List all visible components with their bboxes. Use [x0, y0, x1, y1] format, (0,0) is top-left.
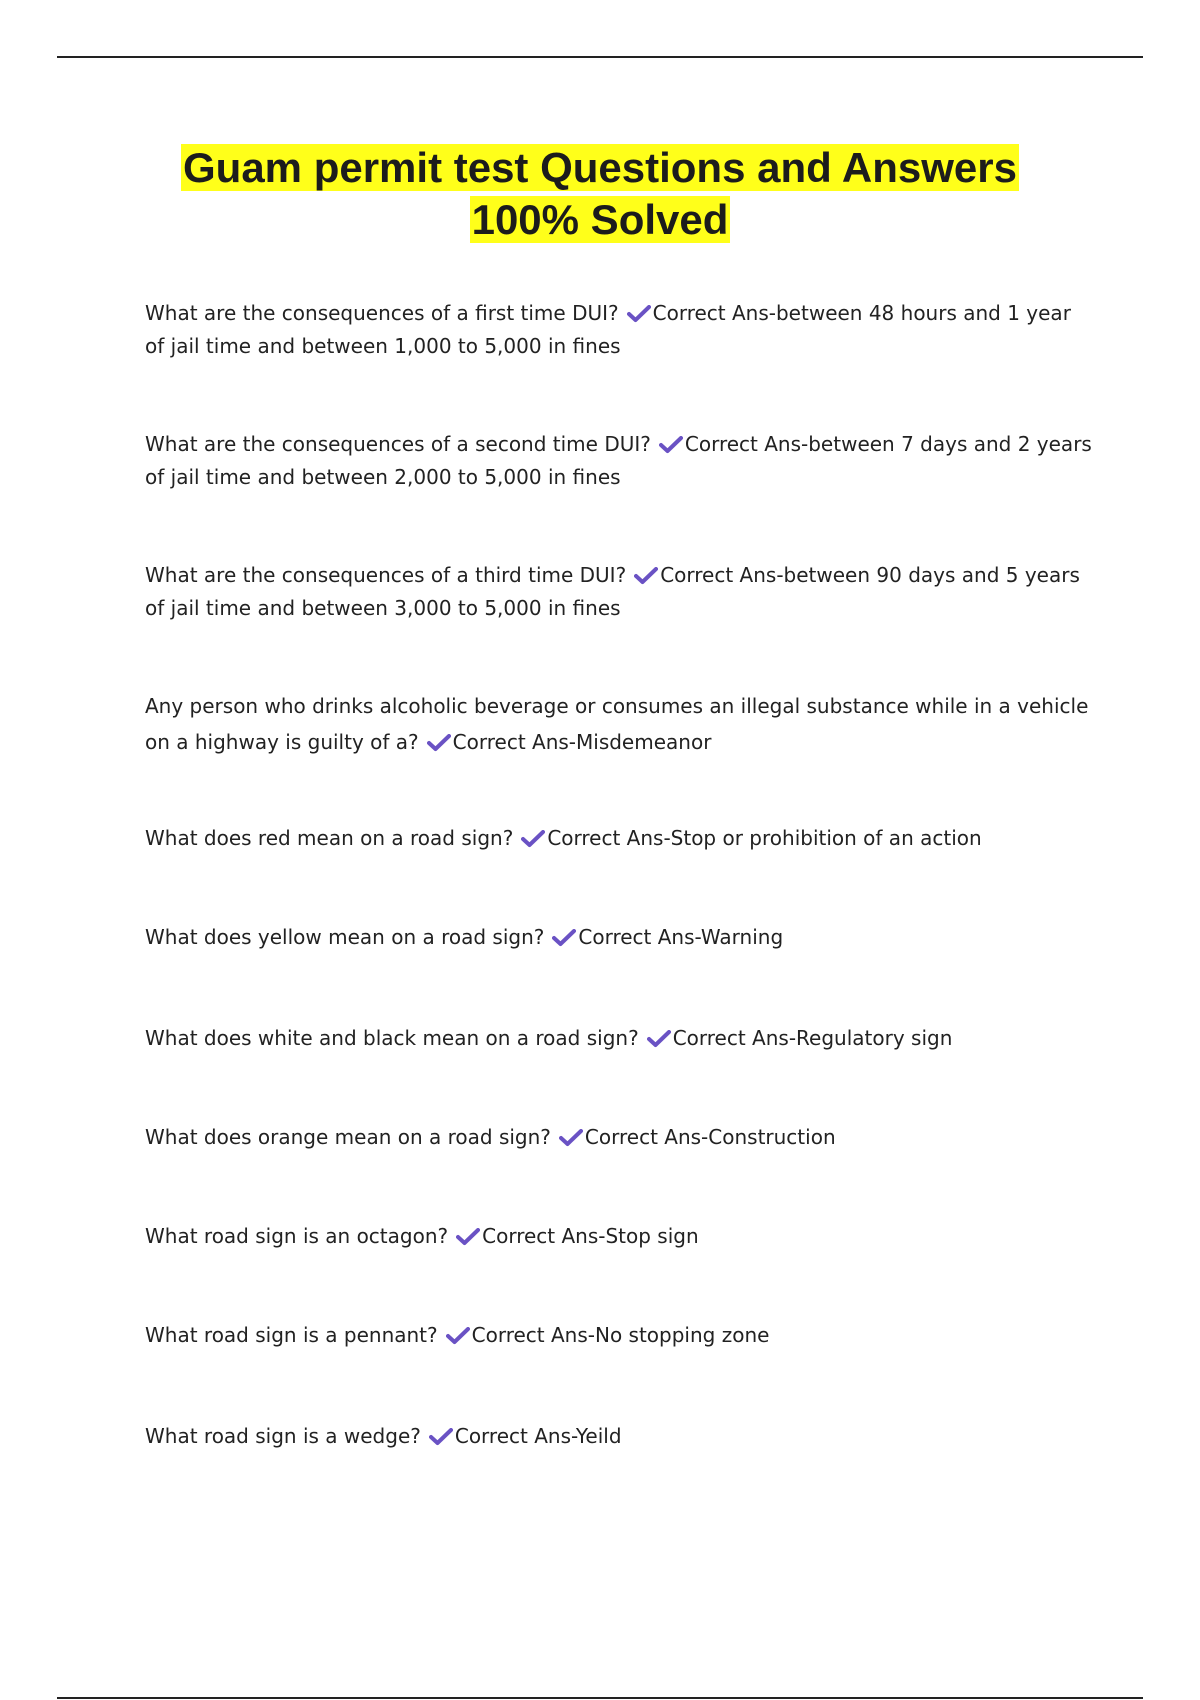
checkmark-icon [659, 436, 683, 454]
question-text: What are the consequences of a second time DUI? [145, 432, 651, 456]
question-text: What are the consequences of a first time DUI? [145, 301, 619, 325]
answer-text: Correct Ans-Construction [584, 1125, 836, 1149]
document-title [0, 142, 1200, 246]
bottom-divider [57, 1697, 1143, 1699]
question-text: What does yellow mean on a road sign? [145, 925, 545, 949]
checkmark-icon [446, 1327, 470, 1345]
qa-item-9 [145, 1220, 1095, 1253]
answer-text: Correct Ans-Stop sign [482, 1224, 699, 1248]
answer-text: Correct Ans-between 48 hours and 1 year of jail time and between 1,000 to 5,000 in fines [145, 301, 1071, 358]
answer-text: Correct Ans-between 90 days and 5 years of jail time and between 3,000 to 5,000 in fines [145, 563, 1080, 620]
qa-item-5 [145, 822, 1095, 855]
checkmark-icon [559, 1129, 583, 1147]
answer-text: Correct Ans-Yeild [454, 1424, 622, 1448]
checkmark-icon [627, 305, 651, 323]
answer-text: Correct Ans-No stopping zone [471, 1323, 770, 1347]
qa-item-2 [145, 428, 1095, 494]
question-text: What does orange mean on a road sign? [145, 1125, 551, 1149]
title-line-1: Guam permit test Questions and Answers [183, 144, 1017, 191]
answer-text: Correct Ans-Stop or prohibition of an action [547, 826, 982, 850]
checkmark-icon [521, 830, 545, 848]
qa-item-7 [145, 1022, 1095, 1055]
answer-text: Correct Ans-Misdemeanor [452, 730, 712, 754]
answer-text: Correct Ans-between 7 days and 2 years of jail time and between 2,000 to 5,000 in fines [145, 432, 1092, 489]
qa-item-4 [145, 688, 1095, 760]
question-text: What road sign is an octagon? [145, 1224, 449, 1248]
checkmark-icon [634, 567, 658, 585]
qa-item-8 [145, 1121, 1095, 1154]
answer-text: Correct Ans-Regulatory sign [672, 1026, 953, 1050]
checkmark-icon [456, 1228, 480, 1246]
checkmark-icon [647, 1030, 671, 1048]
question-text: What does white and black mean on a road sign? [145, 1026, 639, 1050]
answer-text: Correct Ans-Warning [578, 925, 784, 949]
question-text: What road sign is a pennant? [145, 1323, 438, 1347]
top-divider [57, 56, 1143, 58]
qa-item-3 [145, 559, 1095, 625]
question-text: Any person who drinks alcoholic beverage or consumes an illegal substance while in a vehicle on a highway is guilty of a? [145, 694, 1089, 754]
title-line-2: 100% Solved [471, 196, 729, 243]
checkmark-icon [552, 929, 576, 947]
question-text: What are the consequences of a third time DUI? [145, 563, 627, 587]
question-text: What road sign is a wedge? [145, 1424, 421, 1448]
qa-item-11 [145, 1420, 1095, 1453]
qa-item-6 [145, 921, 1095, 954]
checkmark-icon [427, 734, 451, 752]
question-text: What does red mean on a road sign? [145, 826, 514, 850]
qa-item-10 [145, 1319, 1095, 1352]
checkmark-icon [429, 1428, 453, 1446]
qa-item-1 [145, 297, 1095, 363]
